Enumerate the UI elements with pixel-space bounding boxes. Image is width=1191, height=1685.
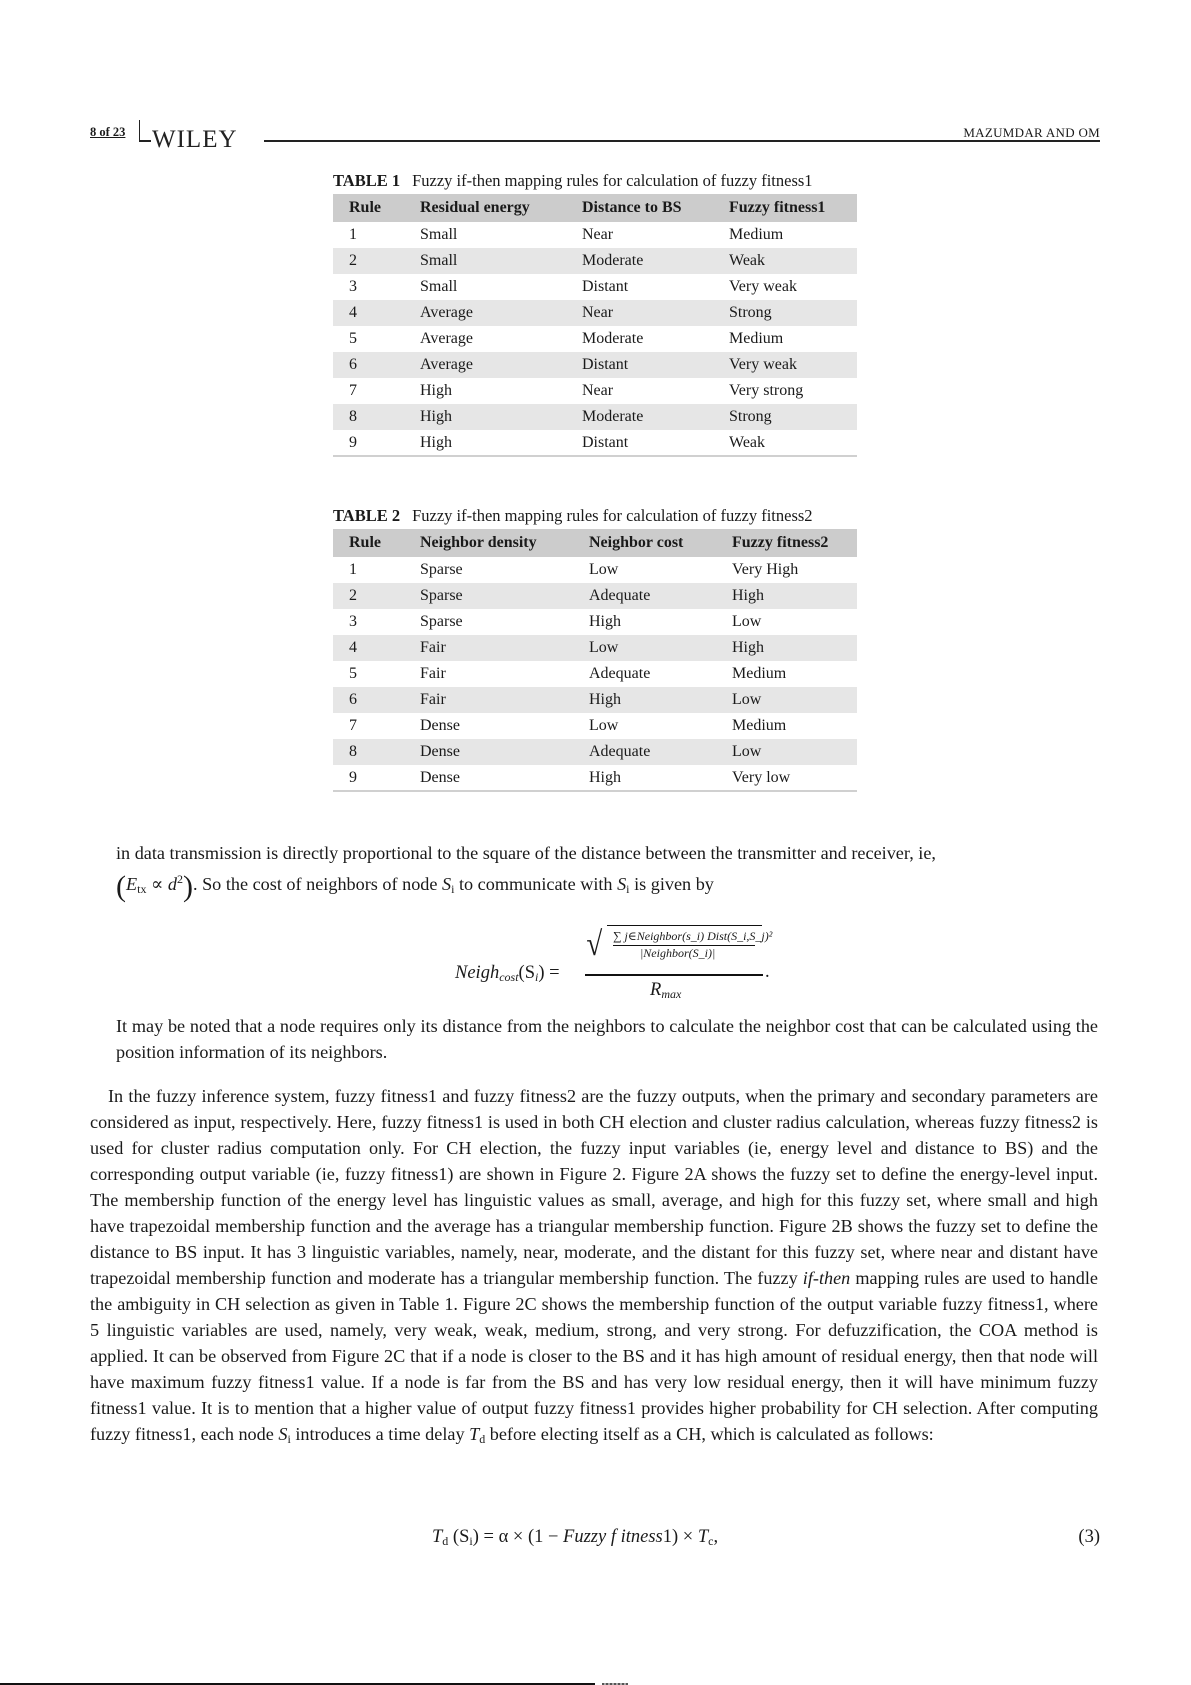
table-2-caption-text: Fuzzy if-then mapping rules for calculation of fuzzy fitness2 (412, 506, 813, 525)
table-cell: Near (582, 382, 614, 399)
paren-close: ) (182, 870, 193, 903)
table-cell: Low (589, 717, 619, 734)
table-2-grid (333, 529, 857, 792)
table-cell: Medium (729, 330, 784, 347)
header-divider (139, 120, 140, 140)
table-cell: 9 (349, 768, 357, 786)
table-cell: 5 (349, 665, 357, 682)
inner-denominator: |Neighbor(S_i)| (640, 946, 716, 960)
table-cell: Adequate (589, 739, 732, 765)
table-cell: Average (420, 330, 473, 347)
eq3-sub-d: d (442, 1534, 449, 1548)
eq3-T: T (432, 1527, 443, 1547)
table-cell: Weak (729, 433, 766, 451)
table-cell: Dense (420, 717, 460, 734)
table-cell: Average (420, 352, 582, 378)
table-1-caption-text: Fuzzy if-then mapping rules for calculation of fuzzy fitness1 (412, 171, 813, 190)
table-cell: High (420, 433, 452, 451)
paragraph-energy-proportional (116, 840, 1098, 902)
table-cell: Moderate (582, 404, 729, 430)
table-cell: 3 (349, 613, 357, 630)
table-cell: Distant (582, 278, 629, 295)
table-cell: High (732, 635, 857, 661)
table-cell: 5 (349, 330, 357, 347)
column-header: Fuzzy fitness2 (732, 529, 857, 557)
table-cell: Adequate (589, 665, 651, 682)
table-cell: High (589, 613, 621, 630)
table-row (333, 635, 857, 661)
eq3-sub-c: c (708, 1534, 714, 1548)
table-1-label: TABLE 1 (333, 171, 401, 190)
column-header: Rule (333, 529, 420, 557)
table-cell: Moderate (582, 248, 729, 274)
equation-neighbor-cost (455, 918, 795, 1008)
eq-sub-max: max (661, 987, 682, 1001)
table-1-caption (333, 168, 857, 194)
page-header (90, 120, 1100, 152)
table-cell: Medium (732, 717, 787, 734)
table-1 (333, 168, 857, 457)
table-cell: High (420, 382, 452, 399)
table-cell: 7 (349, 717, 357, 734)
math-sub-i: i (626, 882, 630, 896)
page-number: 8 of 23 (90, 125, 126, 139)
table-row (333, 687, 857, 713)
table-cell: Very weak (729, 278, 797, 295)
table-cell: Adequate (589, 583, 732, 609)
table-header-row (333, 194, 857, 222)
table-row (333, 583, 857, 609)
table-cell: Distant (582, 352, 729, 378)
running-head-authors: MAZUMDAR AND OM (963, 125, 1100, 140)
table-cell: High (732, 583, 857, 609)
header-rule-left (139, 140, 151, 142)
eq-sub-cost: cost (499, 970, 519, 984)
table-cell: Low (732, 687, 857, 713)
table-cell: 1 (349, 226, 357, 243)
equation-denominator (650, 980, 681, 1002)
table-row (333, 557, 857, 583)
table-cell: Medium (732, 665, 787, 682)
table-cell: Small (420, 278, 458, 295)
math-proportional: ∝ (146, 874, 168, 894)
table-cell: Fair (420, 665, 446, 682)
math-S: S (442, 874, 452, 894)
eq3-Tc: T (697, 1527, 709, 1547)
eq3-text: 1) × (662, 1527, 698, 1547)
inner-numerator: ∑ j∈Neighbor(s_i) Dist(S_i,S_j)² (613, 929, 773, 943)
table-cell: Distant (582, 433, 629, 451)
math-T: T (469, 1424, 480, 1444)
eq3-text: (S (448, 1527, 470, 1547)
paragraph-text: is given by (629, 874, 714, 894)
table-row (333, 248, 857, 274)
table-cell: Very strong (729, 382, 804, 399)
eq-arg: (S (518, 963, 535, 983)
table-cell: Very High (732, 561, 799, 578)
column-header: Fuzzy fitness1 (729, 194, 857, 222)
eq-R: R (650, 980, 662, 1000)
table-cell: Dense (420, 739, 589, 765)
table-cell: 2 (333, 248, 420, 274)
equation-number: (3) (1078, 1527, 1100, 1547)
table-cell: High (420, 404, 582, 430)
math-sub-d: d (479, 1432, 486, 1446)
eq3-sub-i: i (469, 1534, 473, 1548)
table-cell: Fair (420, 687, 589, 713)
eq-neigh: Neigh (455, 963, 500, 983)
table-cell: Low (732, 613, 762, 630)
column-header: Neighbor cost (589, 529, 732, 557)
table-2 (333, 503, 857, 792)
table-header-row (333, 529, 857, 557)
table-cell: Low (732, 739, 857, 765)
eq3-text: ) = α × (1 − (472, 1527, 564, 1547)
table-row (333, 274, 857, 300)
equation-time-delay (432, 1527, 718, 1549)
table-cell: 3 (349, 278, 357, 295)
paragraph-text: . So the cost of neighbors of node (192, 874, 442, 894)
table-cell: Medium (729, 226, 784, 243)
paragraph-italic: if-then (802, 1268, 851, 1288)
table-cell: Strong (729, 404, 857, 430)
table-cell: High (589, 687, 732, 713)
table-cell: 4 (333, 635, 420, 661)
table-cell: Very low (732, 768, 791, 786)
paragraph-note-neighbor-cost: It may be noted that a node requires only its distance from the neighbors to calculate the neighbor cost that can be calculated using the position information of its neighbors. (116, 1016, 1098, 1062)
table-2-caption (333, 503, 857, 529)
table-cell: Fair (420, 635, 589, 661)
table-row (333, 300, 857, 326)
math-sub-i: i (287, 1432, 291, 1446)
table-cell: Low (589, 635, 732, 661)
table-2-label: TABLE 2 (333, 506, 401, 525)
table-row (333, 739, 857, 765)
publisher-logo: WILEY (152, 126, 238, 153)
equation-period: . (765, 962, 770, 982)
math-sub-i: i (451, 882, 455, 896)
table-cell: 6 (333, 352, 420, 378)
table-cell: Very weak (729, 352, 857, 378)
paragraph-text: before electing itself as a CH, which is calculated as follows: (485, 1424, 934, 1444)
column-header: Residual energy (420, 194, 582, 222)
equation-lhs (455, 963, 560, 985)
table-cell: Small (420, 248, 582, 274)
table-cell: 1 (349, 561, 357, 578)
table-cell: 9 (349, 433, 357, 451)
table-row (333, 661, 857, 687)
table-cell: Strong (729, 300, 857, 326)
table-cell: Dense (420, 768, 460, 786)
paragraph-text: to communicate with (454, 874, 618, 894)
table-cell: Small (420, 226, 458, 243)
table-cell: 8 (333, 739, 420, 765)
table-cell: Sparse (420, 583, 589, 609)
table-row (333, 352, 857, 378)
table-cell: High (589, 768, 621, 786)
math-S: S (278, 1424, 288, 1444)
table-cell: Near (582, 300, 729, 326)
math-sup-2: 2 (176, 872, 183, 886)
table-cell: Weak (729, 248, 857, 274)
column-header: Rule (333, 194, 420, 222)
paragraph-text: mapping rules are used to handle the ambiguity in CH selection as given in Table 1. Figure 2C shows the membership function of the output variable fuzzy fitness1, where 5 linguistic variables are used, namely, very weak, weak, medium, strong, and very strong. For defuzzification, the COA method is applied. It can be observed from Figure 2C that if a node is closer to the BS and it has high amount of residual energy, then that node will have maximum fuzzy fitness1 value. If a node is far from the BS and has very low residual energy, then it will have minimum fuzzy fitness1 value. It is to mention that a higher value of output fuzzy fitness1 provides higher probability for CH selection. After computing fuzzy fitness1, each node (90, 1268, 1098, 1444)
math-S: S (617, 874, 627, 894)
math-d: d (167, 874, 177, 894)
table-row (333, 326, 857, 352)
eq3-text: , (713, 1527, 719, 1547)
sqrt-bar (607, 925, 762, 926)
table-row (333, 430, 857, 456)
table-cell: Sparse (420, 561, 463, 578)
table-cell: Sparse (420, 613, 463, 630)
table-cell: 6 (333, 687, 420, 713)
eq3-fuzzy: Fuzzy f itness (563, 1527, 663, 1547)
paragraph-text: introduces a time delay (290, 1424, 470, 1444)
table-row (333, 765, 857, 791)
table-row (333, 378, 857, 404)
paragraph-fuzzy-inference (90, 1083, 1098, 1452)
paragraph-text: in data transmission is directly proportional to the square of the distance between the transmitter and receiver, ie, (116, 843, 936, 863)
table-cell: Average (420, 300, 582, 326)
fraction-line (585, 974, 763, 976)
table-cell: Near (582, 226, 614, 243)
table-cell: 8 (333, 404, 420, 430)
sqrt-icon: √ (586, 926, 603, 963)
column-header: Distance to BS (582, 194, 729, 222)
math-sub-tx: tx (137, 882, 147, 896)
math-E: E (126, 874, 138, 894)
table-cell: Low (589, 561, 619, 578)
table-row (333, 713, 857, 739)
eq-equals: ) = (538, 963, 560, 983)
table-cell: 2 (333, 583, 420, 609)
table-cell: 4 (333, 300, 420, 326)
table-row (333, 404, 857, 430)
column-header: Neighbor density (420, 529, 589, 557)
paragraph-text: In the fuzzy inference system, fuzzy fitness1 and fuzzy fitness2 are the fuzzy outputs, when the primary and secondary parameters are considered as input, respectively. Here, fuzzy fitness1 is used in both CH election and cluster radius calculation, whereas fuzzy fitness2 is used for cluster radius computation only. For CH election, the fuzzy input variables (ie, energy level and distance to BS) and the corresponding output variable (ie, fuzzy fitness1) are shown in Figure 2. Figure 2A shows the fuzzy set to define the energy-level input. The membership function of the energy level has linguistic values as small, average, and high for this fuzzy set, where small and high have trapezoidal membership function and the average has a triangular membership function. Figure 2B shows the fuzzy set to define the distance to BS input. It has 3 linguistic variables, namely, near, moderate, and the distant for this fuzzy set, where near and distant have trapezoidal membership function and moderate has a triangular membership function. The fuzzy (90, 1086, 1098, 1288)
table-row (333, 222, 857, 248)
table-1-grid (333, 194, 857, 457)
paren-open: ( (116, 870, 126, 903)
eq-sub-i: i (535, 970, 539, 984)
table-cell: 7 (349, 382, 357, 399)
table-cell: Moderate (582, 330, 644, 347)
table-row (333, 609, 857, 635)
